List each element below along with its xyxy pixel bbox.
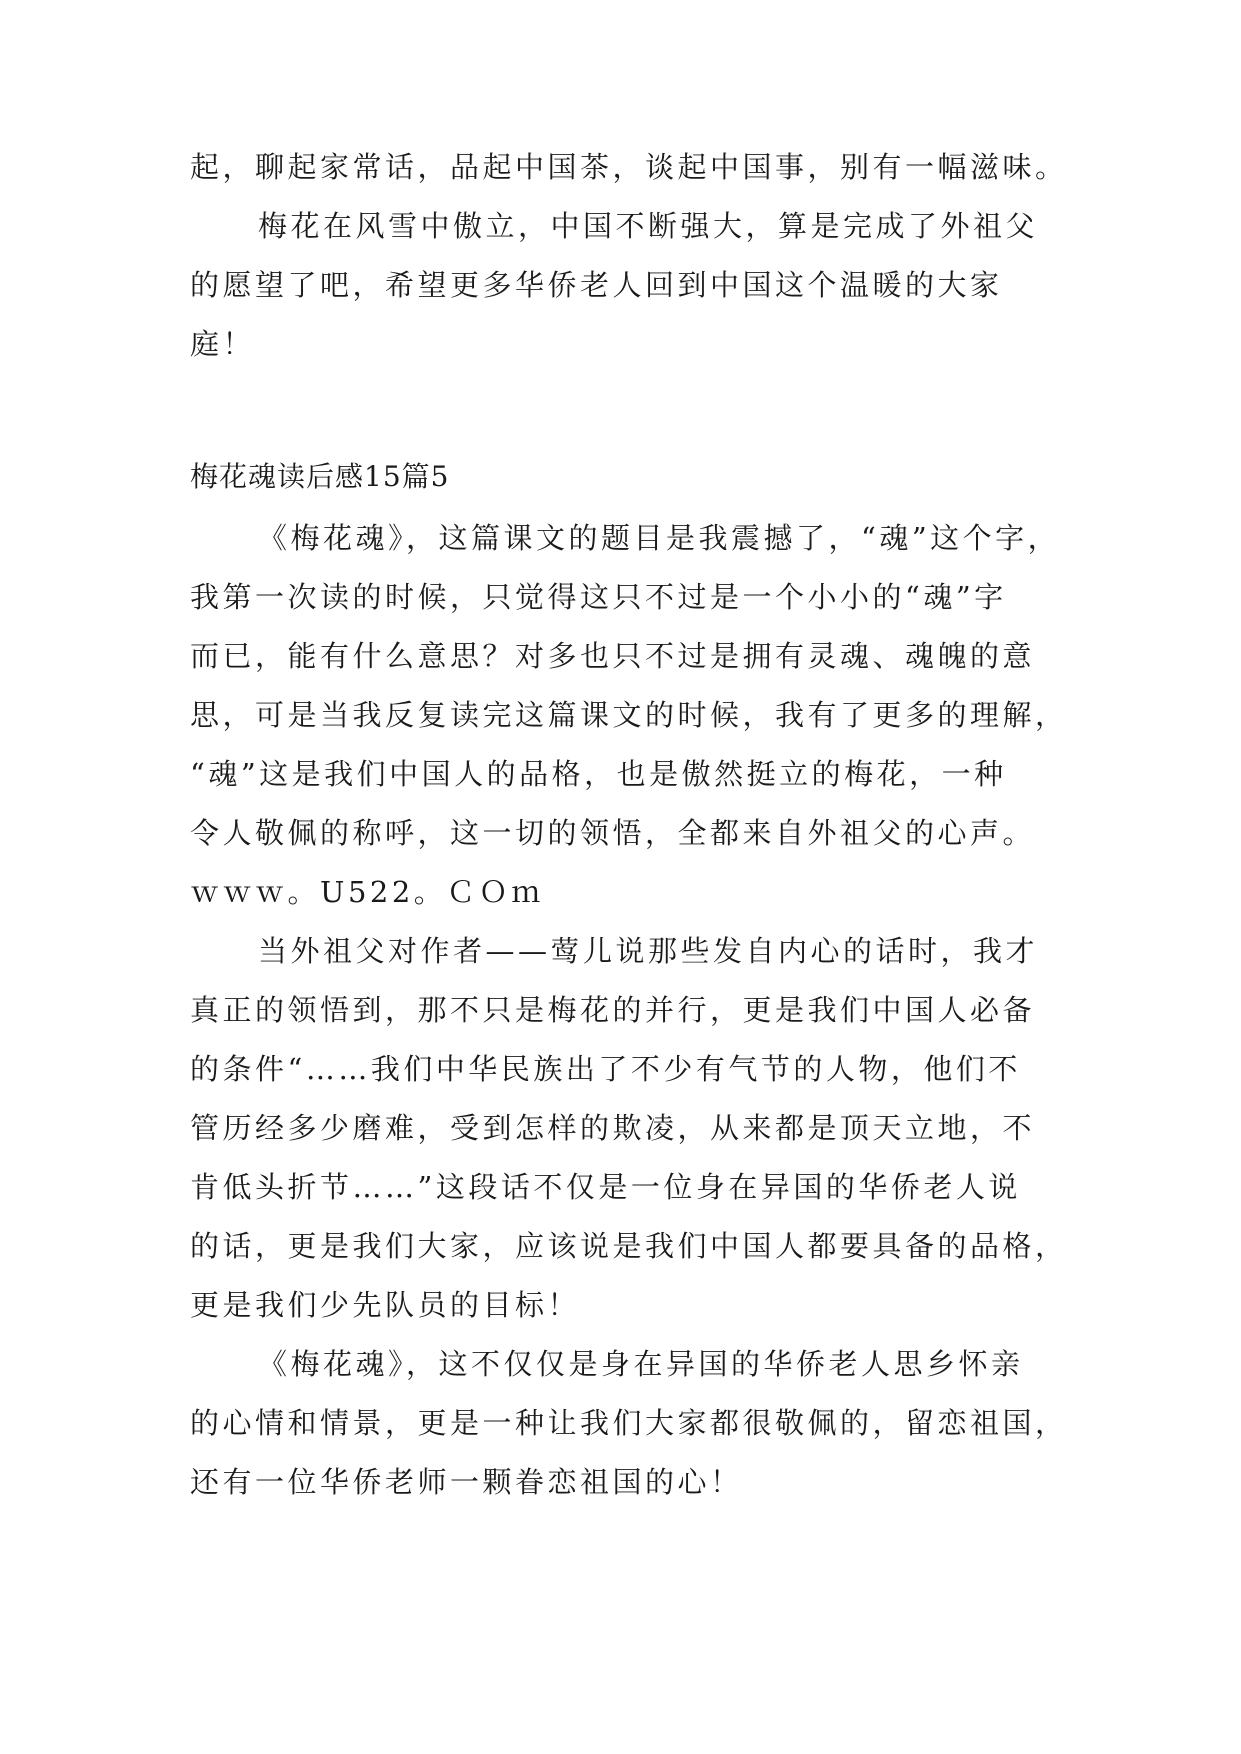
text-line: 的愿望了吧，希望更多华侨老人回到中国这个温暖的大家 (190, 268, 1003, 302)
text-line: 庭！ (190, 327, 256, 361)
text-line: 肯低头折节……”这段话不仅是一位身在异国的华侨老人说 (190, 1170, 1021, 1204)
text-line: 的话，更是我们大家，应该说是我们中国人都要具备的品格， (190, 1229, 1068, 1263)
section-heading: 梅花魂读后感15篇5 (190, 460, 450, 493)
text-line: 令人敬佩的称呼，这一切的领悟，全都来自外祖父的心声。 (190, 816, 1036, 850)
text-line: 《梅花魂》，这不仅仅是身在异国的华侨老人思乡怀亲 (258, 1347, 1024, 1381)
text-line: 的心情和情景，更是一种让我们大家都很敬佩的，留恋祖国， (190, 1406, 1068, 1440)
text-line: 我第一次读的时候，只觉得这只不过是一个小小的“魂”字 (190, 580, 1007, 614)
intro-paragraphs (190, 138, 1068, 374)
text-line: 的条件“……我们中华民族出了不少有气节的人物，他们不 (190, 1052, 1021, 1086)
text-line: 而已，能有什么意思？对多也只不过是拥有灵魂、魂魄的意 (190, 639, 1036, 673)
text-line: 真正的领悟到，那不只是梅花的并行，更是我们中国人必备 (190, 993, 1036, 1027)
text-line: 当外祖父对作者——莺儿说那些发自内心的话时，我才 (258, 934, 1039, 968)
text-line: “魂”这是我们中国人的品格，也是傲然挺立的梅花，一种 (190, 757, 1007, 791)
text-line: 起，聊起家常话，品起中国茶，谈起中国事，别有一幅滋味。 (190, 150, 1068, 184)
text-line: 《梅花魂》，这篇课文的题目是我震撼了，“魂”这个字， (258, 521, 1061, 555)
text-line: 思，可是当我反复读完这篇课文的时候，我有了更多的理解， (190, 698, 1068, 732)
watermark-url: ｗｗｗ。U522。ＣＯｍ (190, 875, 544, 909)
text-line: 梅花在风雪中傲立，中国不断强大，算是完成了外祖父 (258, 209, 1039, 243)
essay-body (190, 509, 1068, 1512)
text-line: 更是我们少先队员的目标！ (190, 1288, 581, 1322)
text-line: 管历经多少磨难，受到怎样的欺凌，从来都是顶天立地，不 (190, 1111, 1036, 1145)
text-line: 还有一位华侨老师一颗眷恋祖国的心！ (190, 1465, 743, 1499)
